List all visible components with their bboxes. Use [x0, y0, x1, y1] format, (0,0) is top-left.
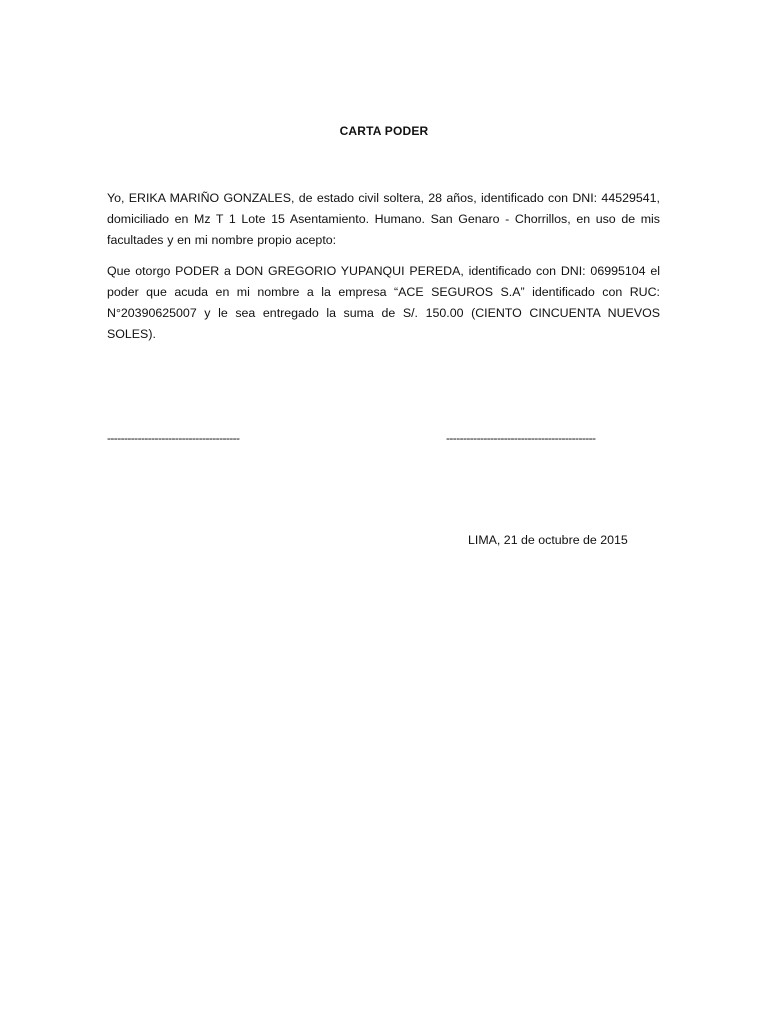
signature-line-attorney: -------------------------------------------- — [446, 431, 596, 445]
signature-line-grantor: --------------------------------------- — [107, 431, 240, 445]
declaration-paragraph: Yo, ERIKA MARIÑO GONZALES, de estado civil soltera, 28 años, identificado con DNI: 44529541, domiciliado en Mz T 1 Lote 15 Asentamiento. Humano. San Genaro - Chorrillos, en uso de mis facultades y en mi nombre propio acepto: — [107, 191, 660, 247]
power-grant-paragraph: Que otorgo PODER a DON GREGORIO YUPANQUI PEREDA, identificado con DNI: 06995104 el poder que acuda en mi nombre a la empresa “ACE SEGUROS S.A” identificado con RUC: N°20390625007 y le sea entregado la suma de S/. 150.00 (CIENTO CINCUENTA NUEVOS SOLES). — [107, 264, 660, 341]
document-title: CARTA PODER — [339, 124, 429, 138]
place-and-date: LIMA, 21 de octubre de 2015 — [468, 533, 628, 547]
